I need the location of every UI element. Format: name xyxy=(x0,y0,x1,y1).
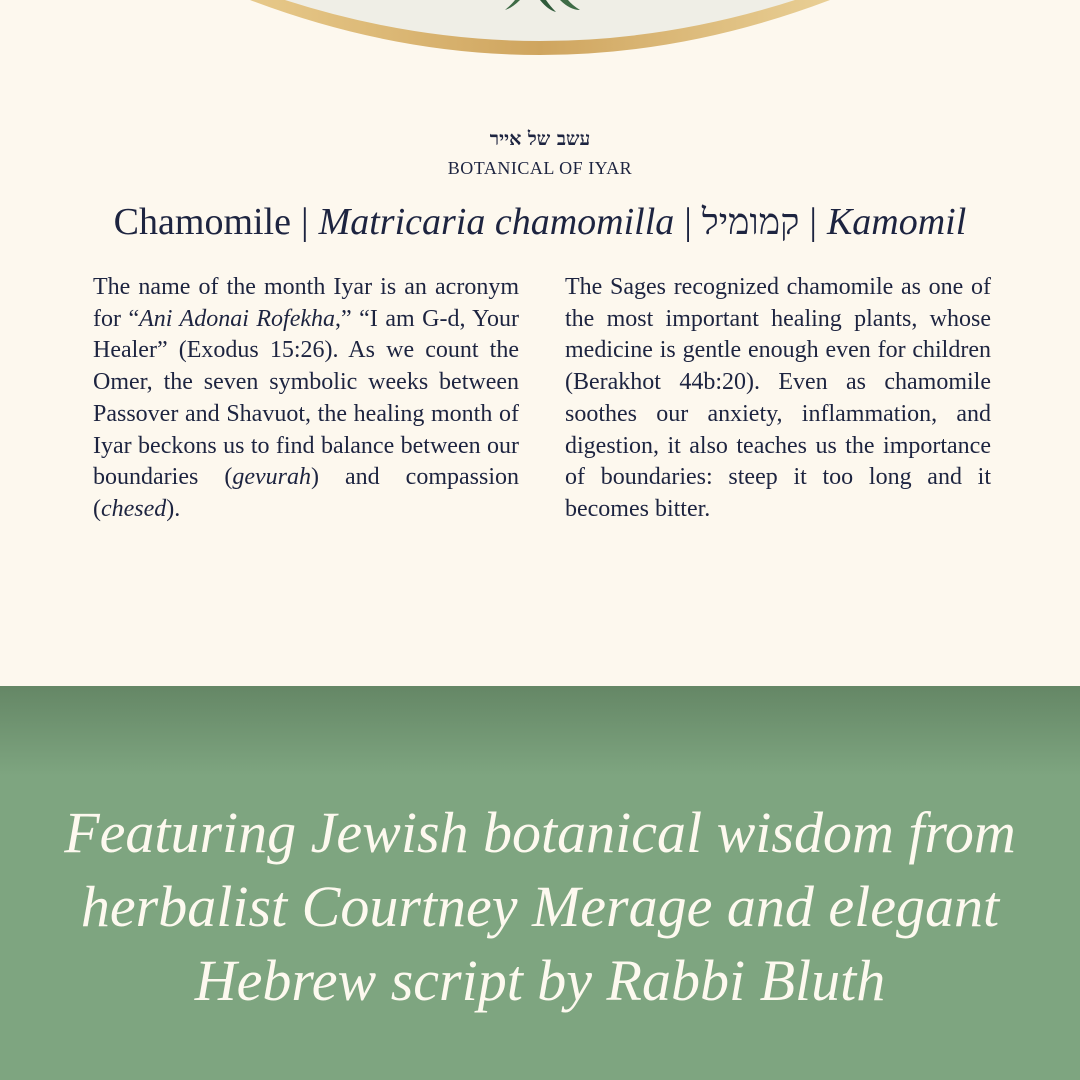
transliteration: Kamomil xyxy=(826,201,967,243)
hebrew-subtitle: עשב של אייר xyxy=(489,128,591,150)
latin-name: Matricaria chamomilla xyxy=(318,201,675,243)
hebrew-name: קמומיל xyxy=(701,202,800,243)
tagline: Featuring Jewish botanical wisdom from herbalist Courtney Merage and elegant Hebrew script by Rabbi Bluth xyxy=(64,800,1016,1013)
common-name: Chamomile xyxy=(113,201,291,243)
section-eyebrow: BOTANICAL OF IYAR xyxy=(447,158,633,178)
bottom-banner xyxy=(0,686,1080,1080)
left-column-text: The name of the month Iyar is an acronym for “Ani Adonai Rofekha,” “I am G-d, Your Healer” (Exodus 15:26). As we count the Omer, the seven symbolic weeks between Passover and Shavuot, the healing month of Iyar beckons us to find balance between our boundaries (gevurah) and compassion (chesed). xyxy=(93,274,520,522)
right-column-text: The Sages recognized chamomile as one of the most important healing plants, whose medicine is gentle enough even for children (Berakhot 44b:20). Even as chamomile soothes our anxiety, inflammation, and digestion, it also teaches us the importance of boundaries: steep it too long and it becomes bitter. xyxy=(565,274,991,522)
plant-title xyxy=(0,200,1080,244)
title-separator: | xyxy=(684,201,692,243)
shadow-fade xyxy=(0,686,1080,776)
title-separator: | xyxy=(809,201,817,243)
arch-illustration xyxy=(0,0,1080,80)
title-separator: | xyxy=(300,201,309,243)
